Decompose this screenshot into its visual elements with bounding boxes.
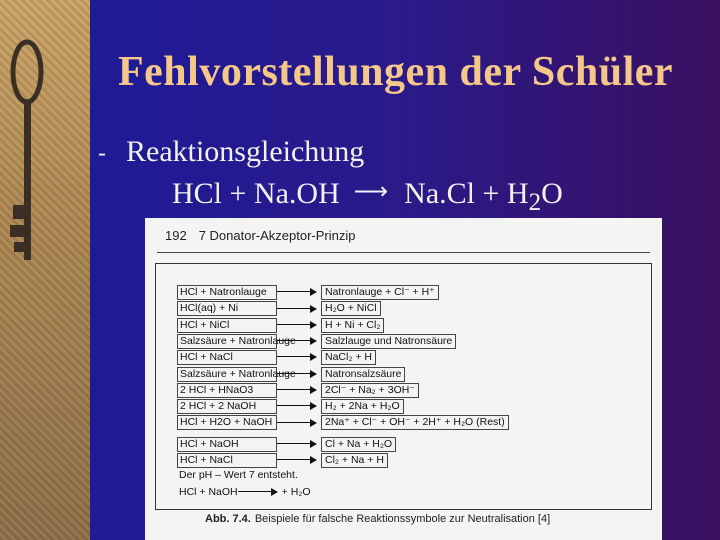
equation-row [177, 350, 376, 363]
equation-lhs: HCl + Na.OH [172, 177, 340, 210]
row-reactants: HCl + Natronlauge [177, 285, 277, 300]
arrow-icon [238, 487, 278, 497]
figure-caption [205, 513, 550, 525]
arrow-icon [277, 320, 317, 330]
textbook-scan [145, 218, 662, 540]
equation-row [177, 367, 405, 380]
row-products: Salzlauge und Natronsäure [321, 334, 456, 349]
slide-title: Fehlvorstellungen der Schüler [118, 49, 674, 95]
row-products: H + Ni + Cl₂ [321, 318, 384, 333]
equation-row [177, 301, 381, 314]
equation-row [177, 415, 509, 428]
equation-row [177, 469, 298, 482]
row-products: + H₂O [281, 485, 311, 498]
arrow-icon [277, 304, 317, 314]
bullet-item [98, 135, 364, 169]
row-reactants: HCl + NiCl [177, 318, 277, 333]
reaction-equation [172, 177, 563, 217]
row-products: NaCl₂ + H [321, 350, 376, 365]
header-rule [157, 252, 650, 253]
arrow-icon [277, 369, 317, 379]
equation-row [177, 453, 388, 466]
equation-row [177, 383, 419, 396]
row-products: H₂O + NiCl [321, 301, 381, 316]
equation-row [177, 399, 404, 412]
arrow-icon [277, 385, 317, 395]
arrow-icon [277, 439, 317, 449]
bullet-text: Reaktionsgleichung [126, 135, 365, 168]
antique-key-image [5, 30, 50, 280]
row-products: 2Na⁺ + Cl⁻ + OH⁻ + 2H⁺ + H₂O (Rest) [321, 415, 509, 430]
chapter-title: 7 Donator-Akzeptor-Prinzip [198, 228, 356, 243]
equation-row [177, 334, 456, 347]
row-reactants: Der pH – Wert 7 entsteht. [179, 469, 298, 482]
row-reactants: HCl + NaCl [177, 350, 277, 365]
scan-header [165, 228, 356, 243]
equation-subscript: 2 [528, 189, 542, 216]
arrow-icon [277, 336, 317, 346]
bullet-marker: - [98, 140, 106, 167]
row-reactants: HCl + H2O + NaOH [177, 415, 277, 430]
reaction-arrow-icon: ⟶ [353, 179, 389, 205]
row-reactants: HCl + NaOH [179, 485, 238, 498]
row-reactants: HCl + NaCl [177, 453, 277, 468]
row-reactants: 2 HCl + HNaO3 [177, 383, 277, 398]
page-number: 192 [165, 228, 187, 243]
equation-row [177, 285, 439, 298]
row-reactants: Salzsäure + Natronlauge [177, 334, 277, 349]
arrow-icon [277, 352, 317, 362]
row-reactants: HCl(aq) + Ni [177, 301, 277, 316]
equation-row [177, 318, 384, 331]
equation-rhs: Na.Cl + H [404, 177, 529, 210]
row-reactants: 2 HCl + 2 NaOH [177, 399, 277, 414]
row-products: Natronsalzsäure [321, 367, 405, 382]
arrow-icon [277, 455, 317, 465]
arrow-icon [277, 418, 317, 428]
row-products: Cl₂ + Na + H [321, 453, 388, 468]
row-products: Natronlauge + Cl⁻ + H⁺ [321, 285, 439, 300]
caption-label: Abb. 7.4. [205, 513, 251, 525]
caption-text: Beispiele für falsche Reaktionssymbole zur Neutralisation [4] [254, 513, 551, 525]
row-products: 2Cl⁻ + Na₂ + 3OH⁻ [321, 383, 419, 398]
equation-rhs-end: O [541, 177, 563, 210]
row-products: Cl + Na + H₂O [321, 437, 396, 452]
equation-row [177, 437, 396, 450]
row-reactants: Salzsäure + Natronlauge [177, 367, 277, 382]
arrow-icon [277, 287, 317, 297]
arrow-icon [277, 401, 317, 411]
row-reactants: HCl + NaOH [177, 437, 277, 452]
equation-row [177, 486, 311, 499]
row-products: H₂ + 2Na + H₂O [321, 399, 404, 414]
